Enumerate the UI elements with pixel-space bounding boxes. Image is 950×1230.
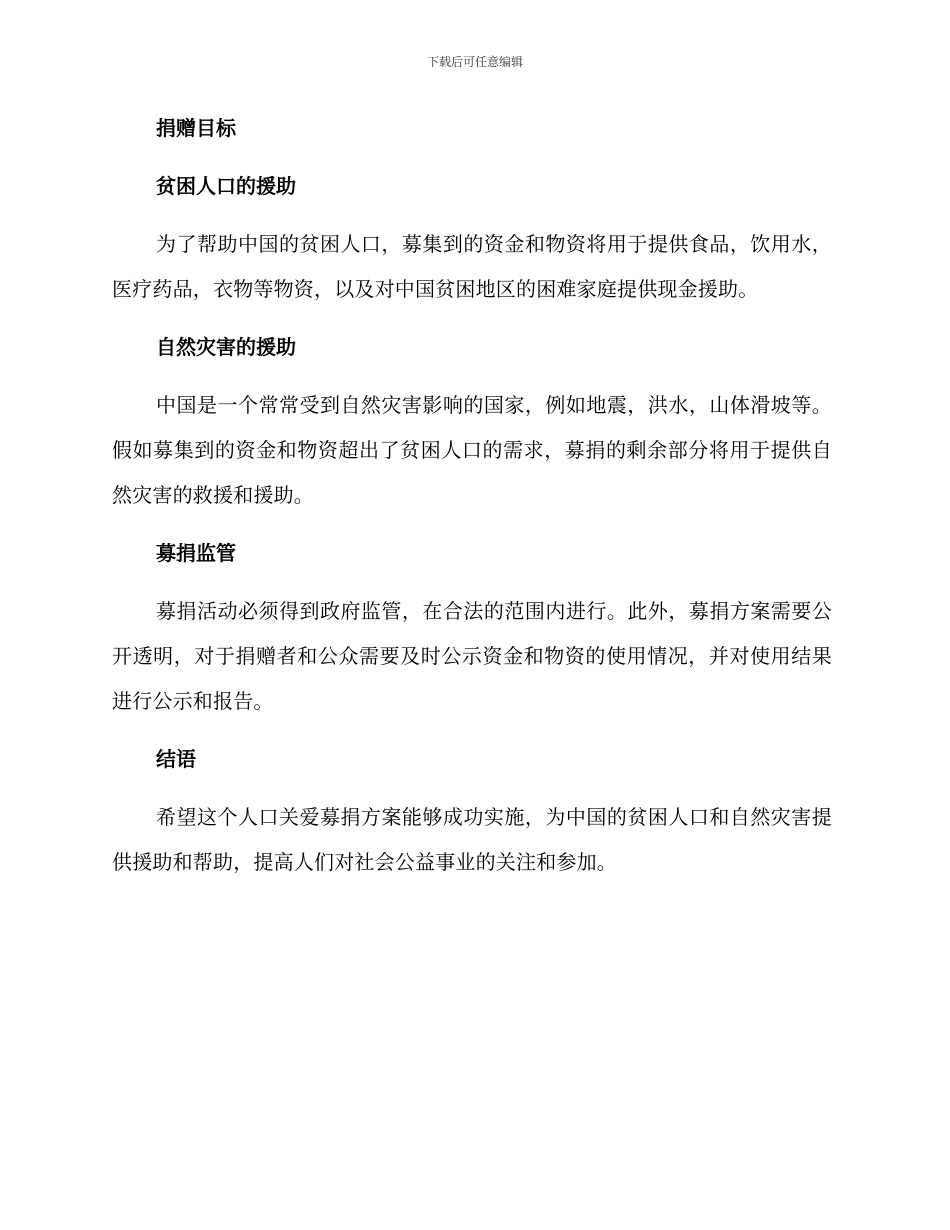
- header-note: 下载后可任意编辑: [426, 55, 523, 69]
- section-paragraph: 希望这个人口关爱募捐方案能够成功实施，为中国的贫困人口和自然灾害提供援助和帮助，提高人们对社会公益事业的关注和参加。: [112, 805, 832, 874]
- section-supervision: [112, 531, 832, 724]
- document-body: [112, 106, 832, 898]
- section-paragraph: 募捐活动必须得到政府监管，在合法的范围内进行。此外，募捐方案需要公开透明，对于捐赠者和公众需要及时公示资金和物资的使用情况，并对使用结果进行公示和报告。: [112, 599, 832, 713]
- section-heading: 结语: [156, 747, 196, 771]
- section-paragraph: 中国是一个常常受到自然灾害影响的国家，例如地震，洪水，山体滑坡等。假如募集到的资金和物资超出了贫困人口的需求，募捐的剩余部分将用于提供自然灾害的救援和援助。: [112, 393, 832, 507]
- section-poverty-aid: [112, 164, 832, 312]
- section-disaster-aid: [112, 325, 832, 518]
- section-paragraph: 为了帮助中国的贫困人口，募集到的资金和物资将用于提供食品，饮用水，医疗药品，衣物等物资，以及对中国贫困地区的困难家庭提供现金援助。: [112, 232, 832, 301]
- section-heading: 自然灾害的援助: [156, 335, 296, 359]
- document-title: 捐赠目标: [156, 116, 236, 140]
- section-heading: 募捐监管: [156, 541, 236, 565]
- section-heading: 贫困人口的援助: [156, 174, 296, 198]
- section-conclusion: [112, 737, 832, 885]
